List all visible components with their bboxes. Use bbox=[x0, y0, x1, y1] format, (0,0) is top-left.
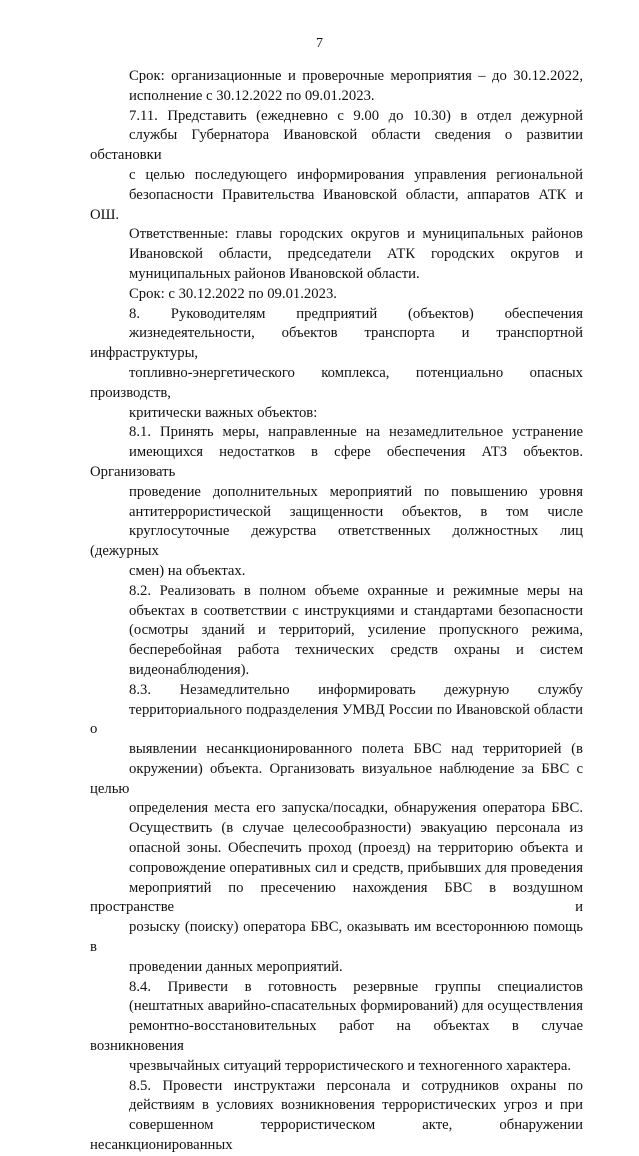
text-line: розыску (поиску) оператора БВС, оказывать им всестороннюю помощь в bbox=[90, 919, 583, 956]
paragraph bbox=[90, 681, 583, 978]
text-line: исполнение с 30.12.2022 по 09.01.2023. bbox=[129, 87, 375, 104]
text-line: 8. Руководителям предприятий (объектов) обеспечения bbox=[129, 305, 583, 322]
text-line: безопасности Правительства Ивановской области, аппаратов АТК и ОШ. bbox=[90, 186, 583, 223]
paragraph bbox=[90, 582, 583, 681]
text-line: (осмотры зданий и территорий, усиление пропускного режима, bbox=[129, 622, 583, 639]
text-line: совершенном террористическом акте, обнаружении несанкционированных bbox=[90, 1117, 583, 1154]
paragraph bbox=[90, 978, 583, 1077]
text-line: Срок: организационные и проверочные мероприятия – до 30.12.2022, bbox=[129, 68, 583, 84]
paragraph bbox=[90, 67, 583, 107]
text-line: видеонаблюдения). bbox=[129, 661, 250, 678]
text-line: мероприятий по пресечению нахождения БВС в воздушном пространстве и bbox=[90, 879, 583, 916]
text-line: имеющихся недостатков в сфере обеспечения АТЗ объектов. Организовать bbox=[90, 444, 583, 480]
text-line: ремонтно-восстановительных работ на объектах в случае возникновения bbox=[90, 1018, 583, 1055]
paragraph bbox=[90, 107, 583, 226]
text-line: жизнедеятельности, объектов транспорта и транспортной инфраструктуры, bbox=[90, 325, 583, 362]
paragraph bbox=[90, 285, 583, 305]
text-line: 8.3. Незамедлительно информировать дежурную службу bbox=[129, 681, 583, 698]
text-line: выявлении несанкционированного полета БВС над территорией (в bbox=[129, 741, 583, 758]
text-line: 8.5. Провести инструктажи персонала и сотрудников охраны по bbox=[129, 1077, 583, 1094]
text-line: круглосуточные дежурства ответственных должностных лиц (дежурных bbox=[90, 523, 583, 560]
page-number: 7 bbox=[316, 36, 323, 51]
text-line: объектах в соответствии с инструкциями и стандартами безопасности bbox=[129, 602, 583, 619]
paragraph bbox=[90, 305, 583, 424]
text-line: окружении) объекта. Организовать визуальное наблюдение за БВС с целью bbox=[90, 760, 583, 797]
paragraph bbox=[90, 225, 583, 284]
text-line: определения места его запуска/посадки, обнаружения оператора БВС. bbox=[129, 800, 583, 817]
document-body bbox=[90, 67, 583, 1156]
text-line: проведении данных мероприятий. bbox=[129, 958, 343, 975]
text-line: 7.11. Представить (ежедневно с 9.00 до 10.30) в отдел дежурной bbox=[129, 107, 583, 124]
text-line: службы Губернатора Ивановской области сведения о развитии обстановки bbox=[90, 127, 583, 164]
text-line: опасной зоны. Обеспечить проход (проезд) на территорию объекта и bbox=[129, 840, 583, 857]
text-line: действиям в условиях возникновения террористических угроз и при bbox=[129, 1097, 583, 1114]
text-line: Срок: с 30.12.2022 по 09.01.2023. bbox=[129, 285, 337, 302]
text-line: муниципальных районов Ивановской области. bbox=[129, 265, 420, 282]
text-line: 8.1. Принять меры, направленные на незамедлительное устранение bbox=[129, 424, 583, 441]
text-line: Осуществить (в случае целесообразности) эвакуацию персонала из bbox=[129, 820, 583, 837]
text-line: 8.2. Реализовать в полном объеме охранные и режимные меры на bbox=[129, 582, 583, 599]
text-line: сопровождение оперативных сил и средств, прибывших для проведения bbox=[129, 859, 583, 876]
text-line: с целью последующего информирования управления региональной bbox=[129, 166, 583, 183]
text-line: антитеррористической защищенности объектов, в том числе bbox=[129, 503, 583, 520]
text-line: топливно-энергетического комплекса, потенциально опасных производств, bbox=[90, 364, 583, 401]
text-line: Ивановской области, председатели АТК городских округов и bbox=[129, 246, 583, 263]
text-line: 8.4. Привести в готовность резервные группы специалистов bbox=[129, 978, 583, 995]
text-line: критически важных объектов: bbox=[129, 404, 318, 421]
paragraph bbox=[90, 423, 583, 581]
text-line: бесперебойная работа технических средств охраны и систем bbox=[129, 642, 583, 659]
text-line: проведение дополнительных мероприятий по повышению уровня bbox=[129, 483, 583, 500]
text-line: смен) на объектах. bbox=[129, 562, 246, 579]
text-line: (нештатных аварийно-спасательных формирований) для осуществления bbox=[129, 998, 583, 1015]
text-line: территориального подразделения УМВД России по Ивановской области о bbox=[90, 701, 583, 738]
text-line: чрезвычайных ситуаций террористического и техногенного характера. bbox=[129, 1057, 572, 1074]
text-line: Ответственные: главы городских округов и муниципальных районов bbox=[129, 226, 583, 243]
paragraph bbox=[90, 1077, 583, 1156]
